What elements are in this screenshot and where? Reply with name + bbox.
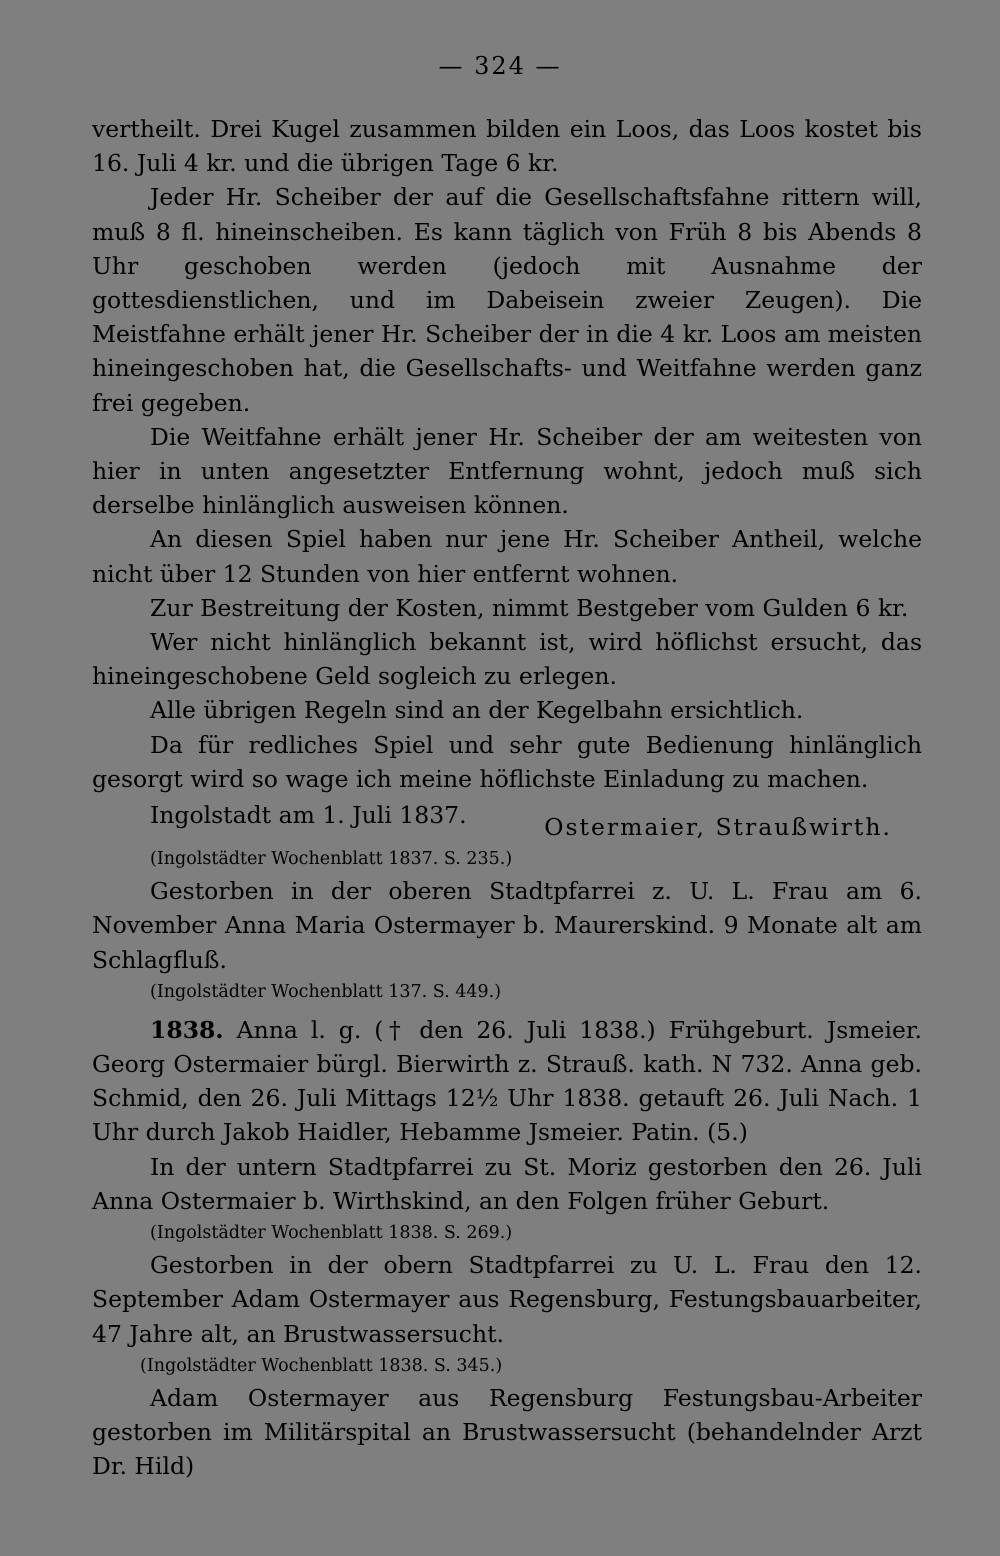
paragraph: Wer nicht hinlänglich bekannt ist, wird höflichst ersucht, das hineingeschobene Geld sogleich zu erlegen. [92,628,922,691]
paragraph: An diesen Spiel haben nur jene Hr. Scheiber Antheil, welche nicht über 12 Stunden von hier entfernt wohnen. [92,525,922,588]
source-citation: (Ingolstädter Wochenblatt 1838. S. 269.) [150,1223,513,1244]
death-notice: Gestorben in der oberen Stadtpfarrei z. U. L. Frau am 6. November Anna Maria Ostermayer b. Maurerskind. 9 Monate alt am Schlagfluß. [92,877,922,974]
closing-line [92,798,922,844]
paragraph: Die Weitfahne erhält jener Hr. Scheiber der am weitesten von hier in unten angesetzter Entfernung wohnt, jedoch muß sich derselbe hinlänglich ausweisen können. [92,422,922,520]
paragraph: Jeder Hr. Scheiber der auf die Gesellschaftsfahne rittern will, muß 8 fl. hineinscheiben. Es kann täglich von Früh 8 bis Abends 8 Uhr geschoben werden (jedoch mit Ausnahme der gottesdienstlichen, und im Dabeisein zweier Zeugen). Die Meistfahne erhält jener Hr. Scheiber der in die 4 kr. Loos am meisten hineingeschoben hat, die Gesellschafts- und Weitfahne werden ganz frei gegeben. [92,183,922,417]
paragraph: Zur Bestreitung der Kosten, nimmt Bestgeber vom Gulden 6 kr. [150,593,909,622]
page-body [92,112,922,1483]
source-citation: (Ingolstädter Wochenblatt 137. S. 449.) [150,981,502,1002]
entry-year: 1838. [150,1015,224,1044]
source-citation: (Ingolstädter Wochenblatt 1837. S. 235.) [150,849,513,870]
page-number: — 324 — [438,52,562,80]
entry-text: Anna l. g. († den 26. Juli 1838.) Frühgeburt. Jsmeier. Georg Ostermaier bürgl. Bierwirth z. Strauß. kath. N 732. Anna geb. Schmid, den 26. Juli Mittags 12½ Uhr 1838. getauft 26. Juli Nach. 1 Uhr durch Jakob Haidler, Hebamme Jsmeier. Patin. (5.) [92,1015,922,1147]
death-notice: Adam Ostermayer aus Regensburg Festungsbau-Arbeiter gestorben im Militärspital an Brustwassersucht (behandelnder Arzt Dr. Hild) [92,1383,922,1481]
paragraph: Da für redliches Spiel und sehr gute Bedienung hinlänglich gesorgt wird so wage ich meine höflichste Einladung zu machen. [92,730,922,793]
death-notice: Gestorben in der obern Stadtpfarrei zu U. L. Frau den 12. September Adam Ostermayer aus Regensburg, Festungsbauarbeiter, 47 Jahre alt, an Brustwassersucht. [92,1251,922,1348]
source-citation: (Ingolstädter Wochenblatt 1838. S. 345.) [140,1355,503,1376]
entry-1838 [92,1013,922,1150]
paragraph: Alle übrigen Regeln sind an der Kegelbahn ersichtlich. [150,696,804,725]
place-date: Ingolstadt am 1. Juli 1837. [150,801,467,830]
paragraph: vertheilt. Drei Kugel zusammen bilden ein Loos, das Loos kostet bis 16. Juli 4 kr. und die übrigen Tage 6 kr. [92,115,922,178]
signature: Ostermaier, Straußwirth. [544,813,892,842]
death-notice: In der untern Stadtpfarrei zu St. Moriz gestorben den 26. Juli Anna Ostermaier b. Wirthskind, an den Folgen früher Geburt. [92,1152,922,1215]
